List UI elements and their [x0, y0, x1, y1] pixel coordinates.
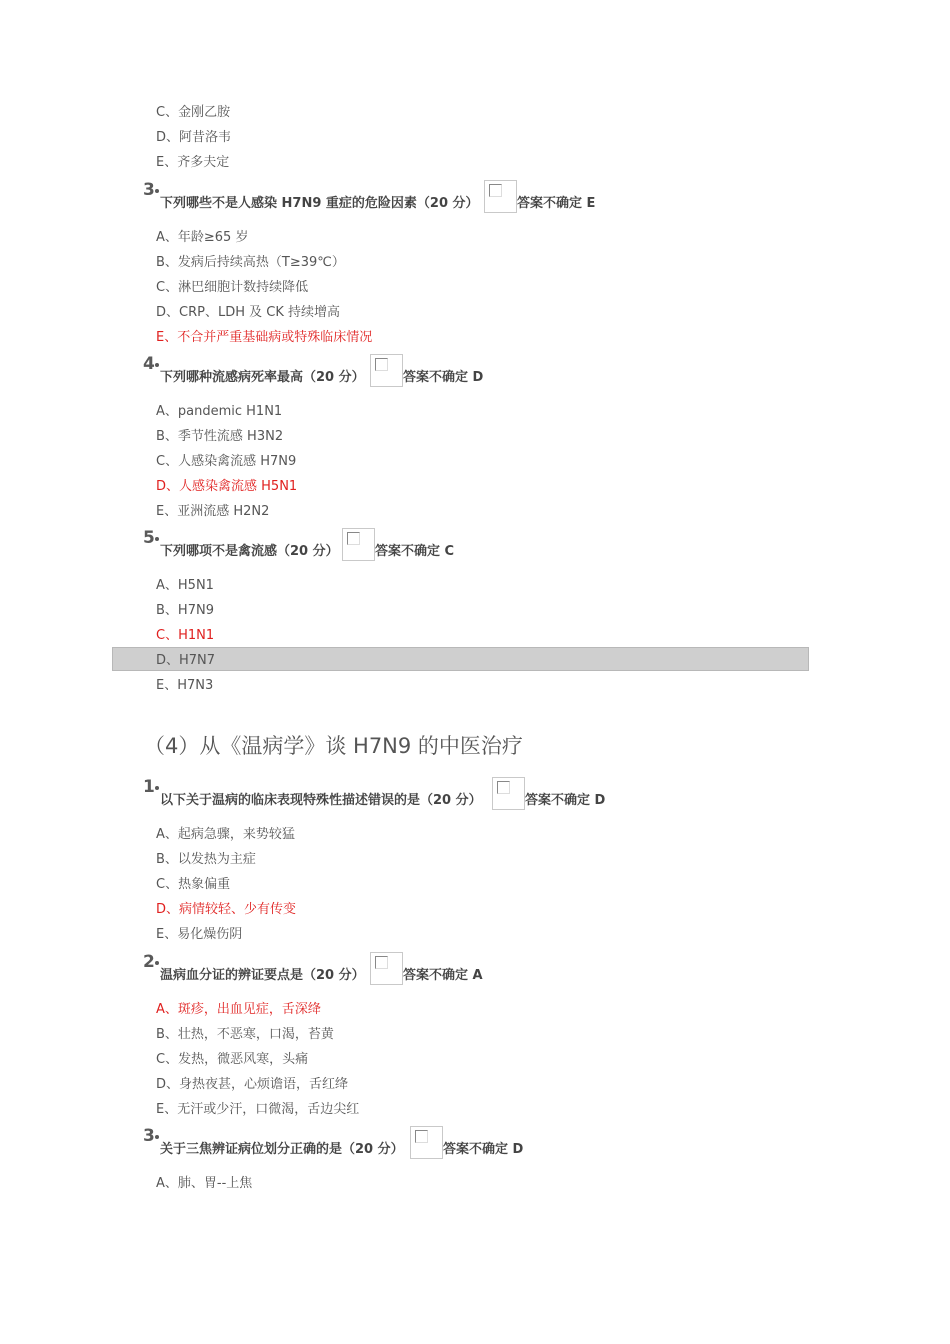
checkbox-icon[interactable] — [347, 532, 360, 545]
question-text: 下列哪种流感病死率最高（20 分） — [160, 370, 365, 385]
question-4 — [143, 354, 503, 388]
option-a: A、肺、胃--上焦 — [156, 1176, 253, 1191]
option-c: C、发热，微恶风寒，头痛 — [156, 1052, 309, 1067]
option-c: C、热象偏重 — [156, 877, 231, 892]
bullet-dot — [155, 537, 159, 541]
answer-text: 答案不确定 D — [403, 370, 484, 385]
option-e-correct: E、不合并严重基础病或特殊临床情况 — [156, 330, 373, 345]
answer-text: 答案不确定 C — [375, 544, 455, 559]
option-a: A、年龄≥65 岁 — [156, 230, 249, 245]
question-1 — [143, 777, 623, 811]
question-number: 3 — [143, 1126, 155, 1146]
checkbox-icon[interactable] — [497, 781, 510, 794]
answer-box[interactable] — [492, 777, 525, 810]
question-2 — [143, 952, 503, 986]
question-number: 2 — [143, 952, 155, 972]
option-e: E、齐多夫定 — [156, 155, 230, 170]
answer-box[interactable] — [342, 528, 375, 561]
question-5 — [143, 528, 473, 562]
bullet-dot — [155, 786, 159, 790]
bullet-dot — [155, 363, 159, 367]
option-a: A、pandemic H1N1 — [156, 404, 283, 419]
option-d-correct: D、人感染禽流感 H5N1 — [156, 479, 298, 494]
question-text: 关于三焦辨证病位划分正确的是（20 分） — [160, 1142, 404, 1157]
question-text: 以下关于温病的临床表现特殊性描述错误的是（20 分） — [160, 793, 482, 808]
option-b: B、以发热为主症 — [156, 852, 256, 867]
option-b: B、壮热，不恶寒，口渴，苔黄 — [156, 1027, 334, 1042]
highlighted-row — [112, 647, 809, 671]
section-heading: （4）从《温病学》谈 H7N9 的中医治疗 — [144, 734, 523, 758]
option-e: E、无汗或少汗，口微渴，舌边尖红 — [156, 1102, 360, 1117]
option-c-correct: C、H1N1 — [156, 628, 215, 643]
option-b: B、季节性流感 H3N2 — [156, 429, 284, 444]
question-number: 5 — [143, 528, 155, 548]
option-a-correct: A、斑疹，出血见症，舌深绛 — [156, 1002, 321, 1017]
option-b: B、H7N9 — [156, 603, 214, 618]
question-text: 温病血分证的辨证要点是（20 分） — [160, 968, 365, 983]
answer-text: 答案不确定 A — [403, 968, 483, 983]
answer-box[interactable] — [410, 1126, 443, 1159]
question-text: 下列哪项不是禽流感（20 分） — [160, 544, 339, 559]
option-d-correct: D、病情较轻、少有传变 — [156, 902, 297, 917]
checkbox-icon[interactable] — [415, 1130, 428, 1143]
option-d: D、CRP、LDH 及 CK 持续增高 — [156, 305, 340, 320]
option-e: E、H7N3 — [156, 678, 214, 693]
bullet-dot — [155, 189, 159, 193]
question-number: 4 — [143, 354, 155, 374]
option-a: A、H5N1 — [156, 578, 214, 593]
option-e: E、亚洲流感 H2N2 — [156, 504, 270, 519]
answer-text: 答案不确定 D — [443, 1142, 524, 1157]
option-d: D、身热夜甚，心烦谵语，舌红绛 — [156, 1077, 349, 1092]
checkbox-icon[interactable] — [375, 956, 388, 969]
option-c: C、金刚乙胺 — [156, 105, 231, 120]
option-c: C、淋巴细胞计数持续降低 — [156, 280, 309, 295]
answer-text: 答案不确定 E — [517, 196, 596, 211]
question-number: 3 — [143, 180, 155, 200]
option-b: B、发病后持续高热（T≥39℃） — [156, 255, 345, 270]
question-3b — [143, 1126, 543, 1160]
bullet-dot — [155, 961, 159, 965]
answer-text: 答案不确定 D — [525, 793, 606, 808]
option-d: D、H7N7 — [156, 653, 216, 668]
checkbox-icon[interactable] — [489, 184, 502, 197]
answer-box[interactable] — [370, 952, 403, 985]
question-text: 下列哪些不是人感染 H7N9 重症的危险因素（20 分） — [160, 196, 479, 211]
question-3 — [143, 180, 613, 214]
checkbox-icon[interactable] — [375, 358, 388, 371]
option-c: C、人感染禽流感 H7N9 — [156, 454, 297, 469]
option-d: D、阿昔洛韦 — [156, 130, 232, 145]
option-e: E、易化燥伤阴 — [156, 927, 243, 942]
bullet-dot — [155, 1135, 159, 1139]
question-number: 1 — [143, 777, 155, 797]
answer-box[interactable] — [484, 180, 517, 213]
answer-box[interactable] — [370, 354, 403, 387]
option-a: A、起病急骤，来势较猛 — [156, 827, 295, 842]
